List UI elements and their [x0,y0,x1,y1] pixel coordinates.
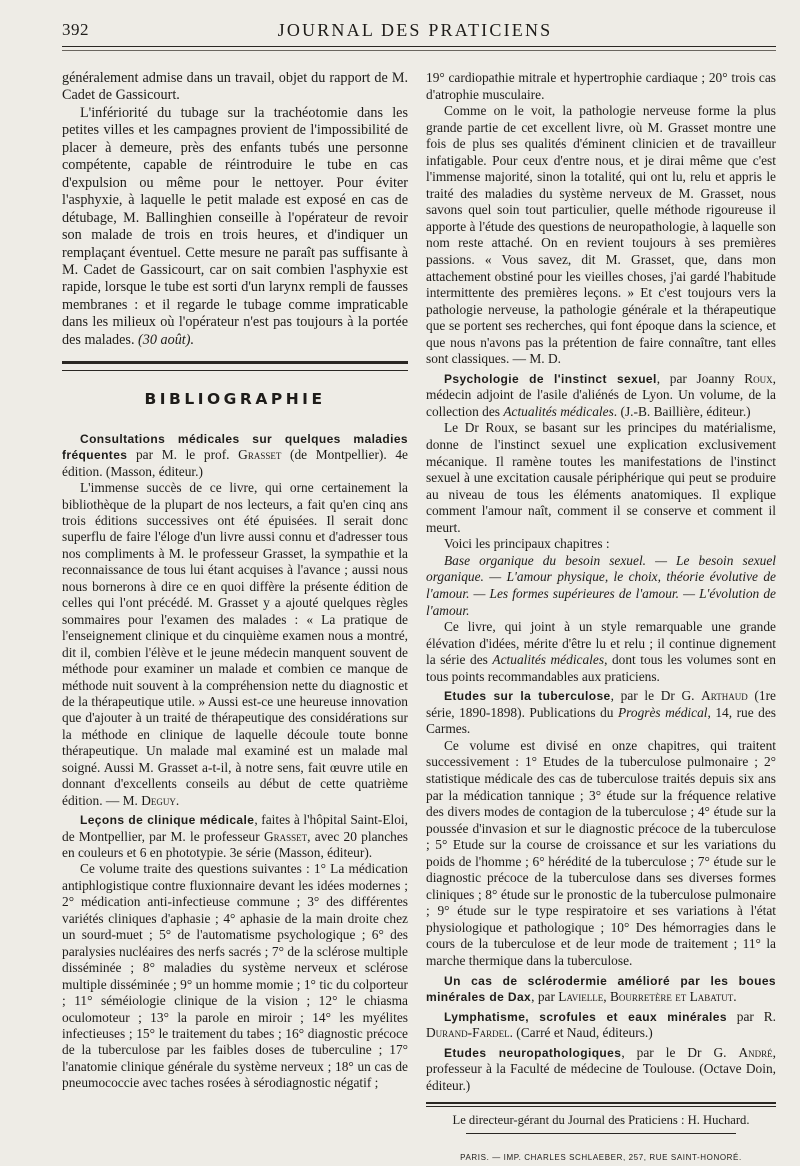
entry-details: (1re série, 1890-1898). Publications du [426,688,776,720]
entry-title: Consultations médicales sur quelques maladies fréquentes [62,431,408,463]
entry-title: Etudes neuropathologiques [444,1045,622,1060]
page-number: 392 [62,20,89,39]
entry-title: Leçons de clinique médicale [80,813,255,828]
entry-by: par R. [726,1008,776,1024]
paragraph-tubage [62,105,408,349]
entry-author: Durand-Fardel. [426,1025,513,1041]
entry-collection: Actualités médicales [503,403,614,419]
entry-publication: Progrès médical [617,704,708,720]
entry-review [62,480,408,809]
entry-by: par M. le prof. [127,447,239,463]
footer-rule [426,1102,776,1104]
entry-consultations [62,431,408,480]
entry-review: Le Dr Roux, se basant sur les principes du matérialisme, donne de l'instinct sexuel une explication exclusivement mécanique. Il ramène toutes les manifestations de l'instinct sexuel à une excitation causale périphérique qui peut se produire au niveau de tous les éléments anatomiques. Il explique comment l'amour naît, comment il se conserve et comment il meurt. [426,420,776,535]
director-signature: Le directeur-gérant du Journal des Praticiens : H. Huchard. [452,1113,750,1128]
entry-publisher: , professeur à la Faculté de médecine de Toulouse. (Octave Doin, éditeur.) [426,1044,777,1093]
journal-title: JOURNAL DES PRATICIENS [277,20,553,40]
entry-author: Arthaud [701,688,748,704]
entry-contents-continued: 19° cardiopathie mitrale et hypertrophie cardiaque ; 20° trois cas d'atrophie musculaire. [426,70,776,102]
header-rule [62,46,776,47]
entry-sclerodermie [426,973,776,1006]
entry-title: Psychologie de l'instinct sexuel [444,371,657,386]
entry-title: Un cas de sclérodermie amélioré par les boues minérales de Dax [426,973,776,1005]
entry-conclusion [426,619,776,685]
paragraph-continuation: généralement admise dans un travail, objet du rapport de M. Cadet de Gassicourt. [62,70,408,104]
entry-publisher: , avec 20 planches en couleurs et 6 en phototypie. 3e série (Masson, éditeur). [62,828,408,861]
right-column [426,70,776,1166]
left-column [62,70,408,1092]
entry-details: , faites à l'hôpital Saint-Eloi, de Montpellier, par M. le professeur [62,812,409,844]
header-rule-thin [62,50,776,51]
paragraph-date: (30 août). [138,331,195,348]
entry-conclusion-text: Ce livre, qui joint à un style remarquable une grande élévation d'idées, mérite d'être lu et relu ; il continue dignement la série des [426,619,776,668]
entry-title: Etudes sur la tuberculose [444,689,611,704]
entry-instinct-sexuel [426,371,776,421]
entry-lecons [62,812,408,861]
entry-contents: Ce volume traite des questions suivantes : 1° La médication antiphlogistique contre fluxionnaire devant les idées modernes ; 2° médication anti-infectieuse commune ; 3° des différentes variétés cliniques d'aphasie ; 4° aphasie de la main droite chez un sourd-muet ; 5° de l'automatisme psychologique ; 6° des paralysies nucléaires des nerfs sacrés ; 7° de la sclérose multiple disséminée ; 8° maladies du système nerveux et sclérose multiple disséminée ; 9° un homme momie ; 1° tic du colporteur ; 11° séméiologie clinique de la vision ; 12° le chiasma oculomoteur ; 13° la parole en miroir ; 14° les myélites infectieuses ; 15° le traitement du tabes ; 16° diagnostic précoce de la tuberculose par les faibles doses de tuberculine ; 17° l'anatomie clinique générale du système nerveux ; 18° un cas de pneumococcie avec taches rosées à sérodiagnostic négatif ; [62,861,408,1091]
entry-details: , médecin adjoint de l'asile d'aliénés de Lyon. Un volume, de la collection des [426,370,776,419]
chapters-list: Base organique du besoin sexuel. — Le besoin sexuel organique. — L'amour physique, le choix, théorie évolutive de l'amour. — Les formes supérieures de l'amour. — L'évolution de l'amour. [426,552,776,618]
entry-lymphatisme [426,1009,776,1042]
entry-by: , par [531,989,559,1005]
entry-conclusion-end: , dont tous les volumes sont en tous points recommandables aux praticiens. [426,652,776,684]
bibliography-left [62,431,408,1092]
entry-review: Comme on le voit, la pathologie nerveuse forme la plus grande partie de cet excellent livre, où M. Grasset montre une fois de plus ses qualités d'éminent clinicien et de travailleur infatigable. Pour ceux d'entre nous, et je dirai même que c'est l'immense majorité, sinon la totalité, qui ont lu, relu et appris le traité des maladies du système nerveux de M. Grasset, nous savons quel soin tout particulier, quelle méthode rigoureuse il apporte à l'étude des questions de neuropathologie, à laquelle son nom reste attaché. On en revient toujours à ses premières passions. « Vous savez, dit M. Grasset, que, dans mon attachement obstiné pour les vieilles choses, j'ai gardé l'habitude intermittente des premières leçons. » Et c'est toujours vers la pathologie nerveuse, la pathologie générale et la thérapeutique que se portent ses recherches, qui font époque dans la science, et que nous n'avons pas la prétention de faire connaître, tant elles sont classiques. — M. D. [426,103,776,367]
reviewer-signature: Deguy. [141,792,180,808]
printer-imprint: PARIS. — IMP. CHARLES SCHLAEBER, 257, RUE SAINT-HONORÉ. [460,1152,742,1162]
entry-publisher: (Carré et Naud, éditeurs.) [512,1025,653,1041]
entry-by: , par le Dr G. [621,1044,739,1060]
entry-neuropathologiques [426,1045,776,1095]
entry-author: Grasset [263,828,308,844]
entry-publisher: (de Montpellier). 4e édition. (Masson, éditeur.) [62,447,408,479]
entry-author: Grasset [238,447,282,463]
entry-by: , par le Dr G. [610,688,702,704]
entry-collection: Actualités médicales [492,652,605,668]
entry-contents: Ce volume est divisé en onze chapitres, qui traitent successivement : 1° Etudes de la tuberculose pulmonaire ; 2° statistique médicale des cas de tuberculose traités depuis six ans par la médication tannique ; 3° étude sur la fréquence relative des divers modes de contagion de la tuberculose ; 4° étude sur la poussée d'invasion et sur le diagnostic précoce de la tuberculose ; 5° Etude sur la course de croissance et sur les variations du poids de l'homme ; 6° hérédité de la tuberculose ; 7° étude sur le diagnostic précoce de la tuberculose dans ses diverses formes cliniques ; 8° étude sur le pronostic de la tuberculose pulmonaire ; 9° étude sur le type respiratoire et ses variations à l'état physiologique et pathologique ; 10° Des hémorragies dans le cours de la tuberculose et de leur mode de traitement ; 11° la marche thermique dans la tuberculose. [426,737,776,968]
entry-review-text: L'immense succès de ce livre, qui orne certainement la bibliothèque de la plupart de nos lecteurs, a fait qu'en cinq ans trois éditions successives ont été épuisées. Il serait donc superflu de faire l'éloge d'un livre aussi connu et d'adresser tous nos compliments à M. le professeur Grasset, la sympathie et la reconnaissance de tous lui étant acquises à l'avance ; aussi nous nous bornerons à dire ce en quoi diffère la présente édition de celles qui l'ont précédé. M. Grasset y a ajouté quelques règles sommaires pour l'examen des malades : « La pratique de l'enseignement clinique et du cinquième examen nous a montré, dit il, combien l'élève et le jeune médecin manquent souvent de méthode pour examiner un malade et combien ce manque de méthode nuit souvent à la compréhension nette du diagnostic et de la thérapeutique utile. » Aussi est-ce une heureuse innovation que d'ajouter à un traité de thérapeutique des considérations sur la méthode en clinique de laquelle découle toute bonne thérapeutique. Un malade mal examiné est un malade mal soigné. Aussi M. Grasset a-t-il, à notre sens, fait œuvre utile en donnant d'excellents conseils au début de cette quatrième édition. — M. [62,480,408,808]
entry-tuberculose [426,688,776,738]
entry-address: , 14, rue des Carmes. [426,704,776,737]
section-separator [62,361,408,371]
entry-authors: Lavielle, Bourretère et Labatut. [558,989,737,1005]
paragraph-tubage-text: L'infériorité du tubage sur la trachéotomie dans les petites villes et les campagnes provient de l'impossibilité de placer à demeure, près des enfants tubés une personne compétente, capable de réintroduire le tube en cas d'expulsion ou même pour le nettoyer. Pour éviter l'asphyxie, à laquelle le petit malade est exposé en cas de détubage, M. Ballinghien conseille à l'opérateur de revoir son malade de trois en trois heures, et d'indiquer un remplaçant éventuel. Cette mesure ne paraît pas suffisante à M. Cadet de Gassicourt, car on sait combien l'asphyxie est rapide, lorsque le tube est sorti d'un larynx rempli de fausses membranes : et il regarde le tubage comme impraticable dans les milieux où l'opérateur n'est pas toujours à la portée des malades. [62,104,408,348]
footer-rule-thin [426,1106,776,1107]
chapters-intro: Voici les principaux chapitres : [444,536,610,552]
entry-title: Lymphatisme, scrofules et eaux minérales [444,1009,727,1024]
section-title: BIBLIOGRAPHIE [144,390,326,409]
signature-rule [466,1133,736,1134]
entry-author: Roux [744,370,773,386]
entry-publisher: . (J.-B. Baillière, éditeur.) [613,403,751,419]
entry-by: , par Joanny [656,370,745,386]
entry-author: André [738,1044,773,1060]
